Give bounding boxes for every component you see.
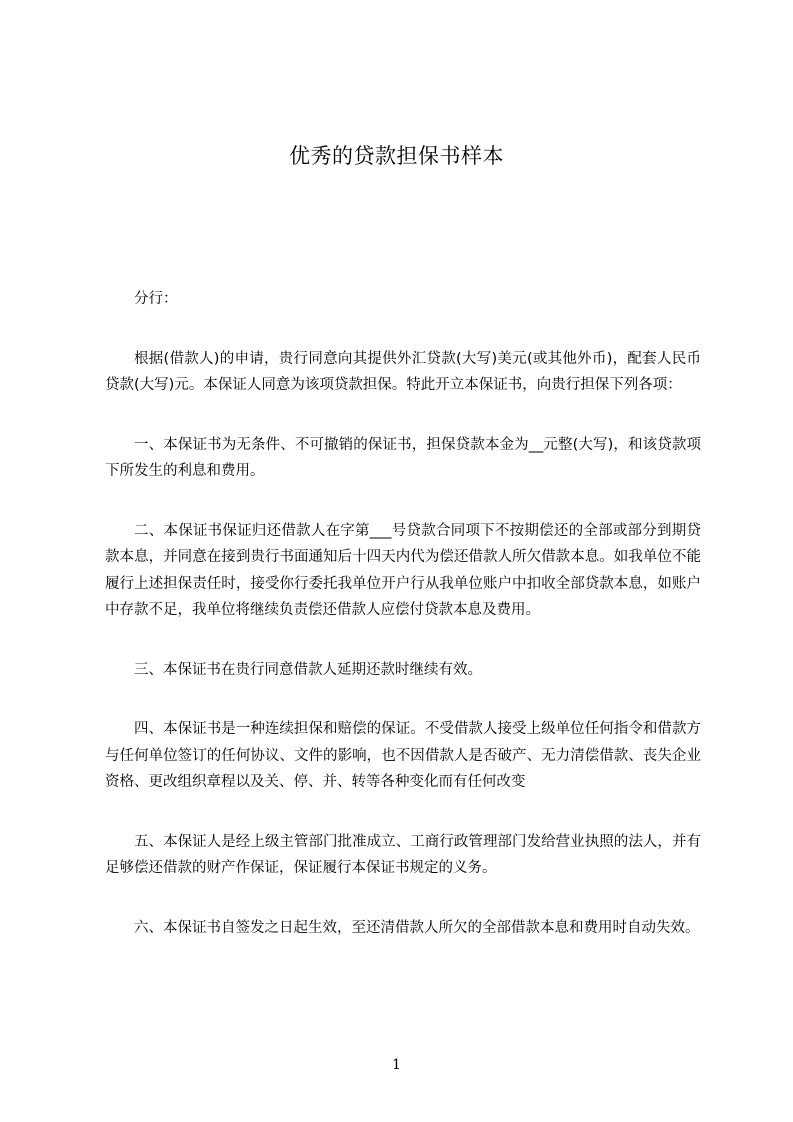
paragraph-clause-3: 三、本保证书在贵行同意借款人延期还款时继续有效。 xyxy=(134,661,482,678)
page-number: 1 xyxy=(392,1057,401,1073)
salutation: 分行： xyxy=(134,291,178,307)
paragraph-clause-4: 四、本保证书是一种连续担保和赔偿的保证。不受借款人接受上级单位任何指令和借款方与任何单位签订的任何协议、文件的影响，也不因借款人是否破产、无力清偿借款、丧失企业资格、更改组织章程以及关、停、并、转等各种变化而有任何改变 xyxy=(105,721,701,790)
paragraph-clause-5: 五、本保证人是经上级主管部门批准成立、工商行政管理部门发给营业执照的法人，并有足够偿还借款的财产作保证，保证履行本保证书规定的义务。 xyxy=(105,833,701,876)
paragraph-clause-2: 二、本保证书保证归还借款人在字第___号贷款合同项下不按期偿还的全部或部分到期贷款本息，并同意在接到贵行书面通知后十四天内代为偿还借款人所欠借款本息。如我单位不能履行上述担保责任时，接受你行委托我单位开户行从我单位账户中扣收全部贷款本息，如账户中存款不足，我单位将继续负责偿还借款人应偿付贷款本息及费用。 xyxy=(105,522,701,618)
document-title: 优秀的贷款担保书样本 xyxy=(289,144,504,168)
document-body xyxy=(105,286,701,974)
paragraph-intro: 根据(借款人)的申请，贵行同意向其提供外汇贷款(大写)美元(或其他外币)，配套人民币贷款(大写)元。本保证人同意为该项贷款担保。特此开立本保证书，向贵行担保下列各项： xyxy=(105,350,701,393)
paragraph-clause-1: 一、本保证书为无条件、不可撤销的保证书，担保贷款本金为__元整(大写)，和该贷款项下所发生的利息和费用。 xyxy=(105,436,701,479)
paragraph-clause-6: 六、本保证书自签发之日起生效，至还清借款人所欠的全部借款本息和费用时自动失效。 xyxy=(134,919,700,936)
